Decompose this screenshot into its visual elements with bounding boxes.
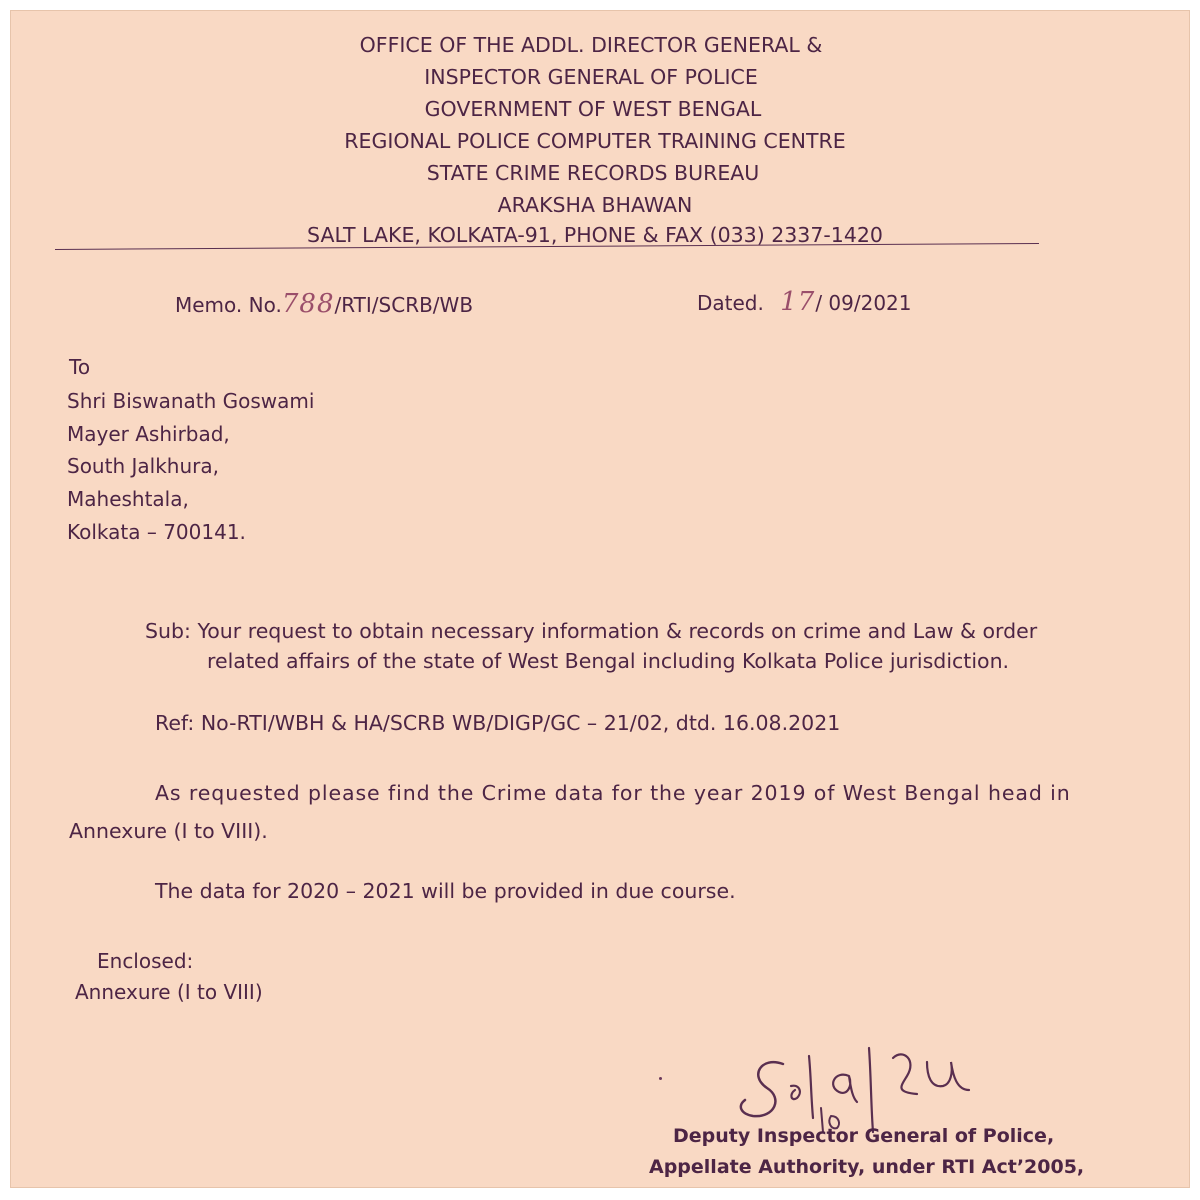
letterhead-line-2: INSPECTOR GENERAL OF POLICE <box>424 65 758 89</box>
recipient-to: To <box>69 355 91 379</box>
enclosure-label: Enclosed: <box>97 949 194 973</box>
memo-prefix: Memo. No. <box>175 293 282 317</box>
memo-number <box>175 289 473 319</box>
letterhead-line-6: ARAKSHA BHAWAN <box>497 193 693 217</box>
letterhead-line-1: OFFICE OF THE ADDL. DIRECTOR GENERAL & <box>359 33 823 57</box>
recipient-address-line-2: South Jalkhura, <box>67 454 219 478</box>
body-paragraph-1-line-2: Annexure (I to VIII). <box>69 819 268 843</box>
memo-date <box>697 287 912 317</box>
recipient-name: Shri Biswanath Goswami <box>67 389 315 413</box>
recipient-address-line-4: Kolkata – 700141. <box>67 520 246 544</box>
recipient-address-line-3: Maheshtala, <box>67 487 189 511</box>
letterhead-line-4: REGIONAL POLICE COMPUTER TRAINING CENTRE <box>344 129 846 153</box>
subject-line-2: related affairs of the state of West Bengal including Kolkata Police jurisdiction. <box>207 649 1010 673</box>
enclosure-item: Annexure (I to VIII) <box>75 980 263 1004</box>
letterhead-line-7: SALT LAKE, KOLKATA-91, PHONE & FAX (033) 2337-1420 <box>307 223 883 247</box>
letter-page <box>10 10 1190 1188</box>
dated-label: Dated. <box>697 291 764 315</box>
letterhead-line-3: GOVERNMENT OF WEST BENGAL <box>424 97 762 121</box>
ink-dot <box>659 1077 662 1080</box>
body-paragraph-2: The data for 2020 – 2021 will be provided in due course. <box>155 879 736 903</box>
signatory-designation: Deputy Inspector General of Police, <box>673 1125 1055 1147</box>
recipient-address-line-1: Mayer Ashirbad, <box>67 422 230 446</box>
memo-suffix: /RTI/SCRB/WB <box>334 293 474 317</box>
reference: Ref: No-RTI/WBH & HA/SCRB WB/DIGP/GC – 21/02, dtd. 16.08.2021 <box>155 711 841 735</box>
body-paragraph-1-line-1: As requested please find the Crime data for the year 2019 of West Bengal head in <box>155 781 1071 805</box>
signatory-authority: Appellate Authority, under RTI Act’2005, <box>649 1156 1085 1178</box>
date-handwritten-day: 17 <box>780 287 816 317</box>
date-month-year: / 09/2021 <box>815 291 912 315</box>
letterhead-line-5: STATE CRIME RECORDS BUREAU <box>426 161 760 185</box>
subject-line-1: Sub: Your request to obtain necessary information & records on crime and Law & order <box>145 619 1038 643</box>
memo-handwritten-number: 788 <box>281 289 335 319</box>
